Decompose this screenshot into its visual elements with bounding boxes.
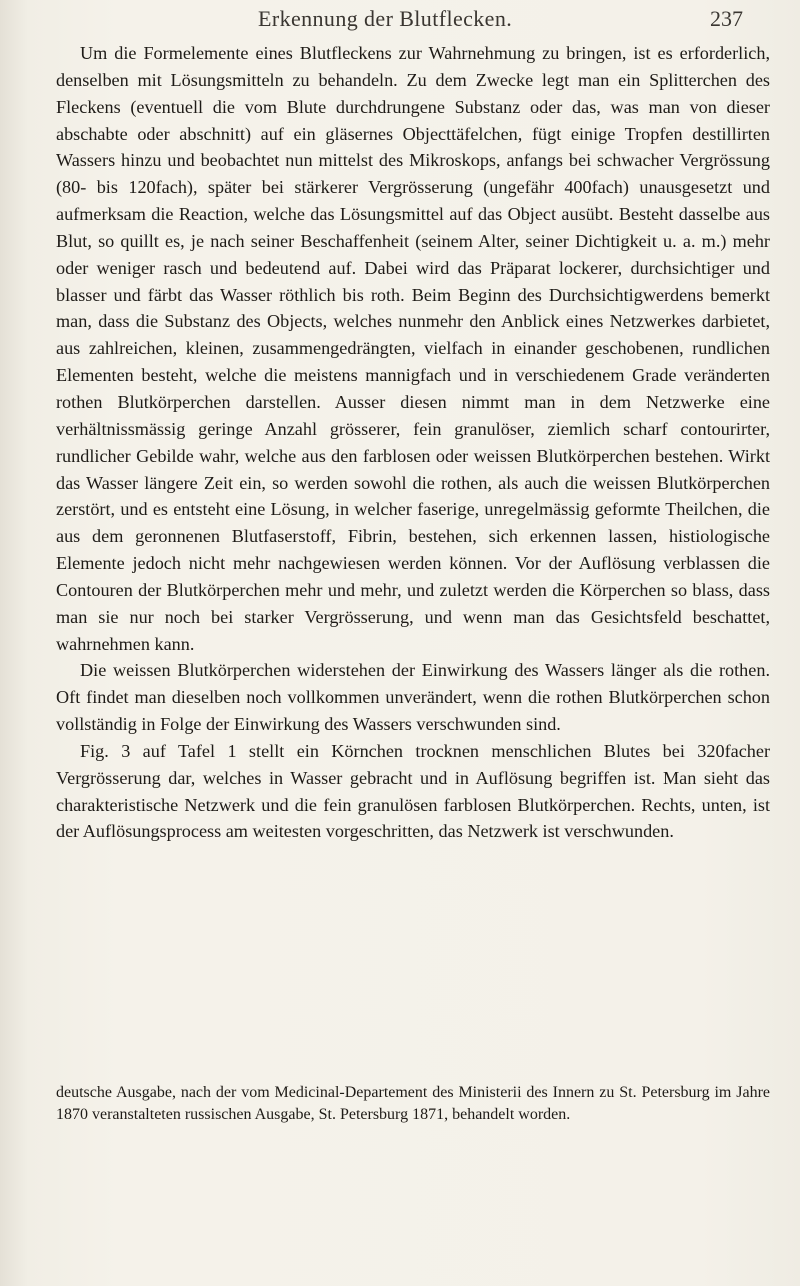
footnote-text: deutsche Ausgabe, nach der vom Medicinal-Departement des Ministerii des Innern zu St. Petersburg im Jahre 1870 veranstalteten russischen Ausgabe, St. Petersburg 1871, behandelt worden. <box>56 1084 770 1123</box>
page-header <box>0 4 800 38</box>
page-number: 237 <box>710 6 743 31</box>
paragraph-3: Fig. 3 auf Tafel 1 stellt ein Körnchen trocknen menschlichen Blutes bei 320facher Vergrösserung dar, welches in Wasser gebracht und in Auflösung begriffen ist. Man sieht das charakteristische Netzwerk und die fein granulösen farblosen Blutkörperchen. Rechts, unten, ist der Auflösungsprocess am weitesten vorgeschritten, das Netzwerk ist verschwunden. <box>56 740 770 842</box>
paragraph-2: Die weissen Blutkörperchen widerstehen der Einwirkung des Wassers länger als die rothen. Oft findet man dieselben noch vollkommen unverändert, wenn die rothen Blutkörperchen schon vollständig in Folge der Einwirkung des Wassers verschwunden sind. <box>56 660 770 735</box>
running-title: Erkennung der Blutflecken. <box>258 6 513 31</box>
main-text <box>56 40 770 845</box>
paragraph-1: Um die Formelemente eines Blutfleckens zur Wahrnehmung zu bringen, ist es erforderlich, denselben mit Lösungsmitteln zu behandeln. Zu dem Zwecke legt man ein Splitterchen des Fleckens (eventuell die vom Blute durchdrungene Substanz oder das, was man von dieser abschabte oder abschnitt) auf ein gläsernes Objecttäfelchen, fügt einige Tropfen destillirten Wassers hinzu und beobachtet nun mittelst des Mikroskops, anfangs bei schwacher Vergrössung (80- bis 120fach), später bei stärkerer Vergrösserung (ungefähr 400fach) unausgesetzt und aufmerksam die Reaction, welche das Lösungsmittel auf das Object ausübt. Besteht dasselbe aus Blut, so quillt es, je nach seiner Beschaffenheit (seinem Alter, seiner Dichtigkeit u. a. m.) mehr oder weniger rasch und bedeutend auf. Dabei wird das Präparat lockerer, durchsichtiger und blasser und färbt das Wasser röthlich bis roth. Beim Beginn des Durchsichtigwerdens bemerkt man, dass die Substanz des Objects, welches nunmehr den Anblick eines Netzwerkes darbietet, aus zahlreichen, kleinen, zusammengedrängten, vielfach in einander geschobenen, rundlichen Elementen besteht, welche die meistens mannigfach und in verschiedenem Grade veränderten rothen Blutkörperchen darstellen. Ausser diesen nimmt man in dem Netzwerke eine verhältnissmässig geringe Anzahl grösserer, fein granulöser, ziemlich scharf contourirter, rundlicher Gebilde wahr, welche aus den farblosen oder weissen Blutkörperchen bestehen. Wirkt das Wasser längere Zeit ein, so werden sowohl die rothen, als auch die weissen Blutkörperchen zerstört, und es entsteht eine Lösung, in welcher faserige, unregelmässig geformte Theilchen, die aus dem geronnenen Blutfaserstoff, Fibrin, bestehen, sich erkennen lassen, histiologische Elemente jedoch nicht mehr nachgewiesen werden können. Vor der Auflösung verblassen die Contouren der Blutkörperchen mehr und mehr, und zuletzt werden die Körperchen so blass, dass man sie nur noch bei starker Vergrösserung, und wenn man das Gesichtsfeld beschattet, wahrnehmen kann. <box>56 43 770 654</box>
footnote <box>56 1082 770 1126</box>
